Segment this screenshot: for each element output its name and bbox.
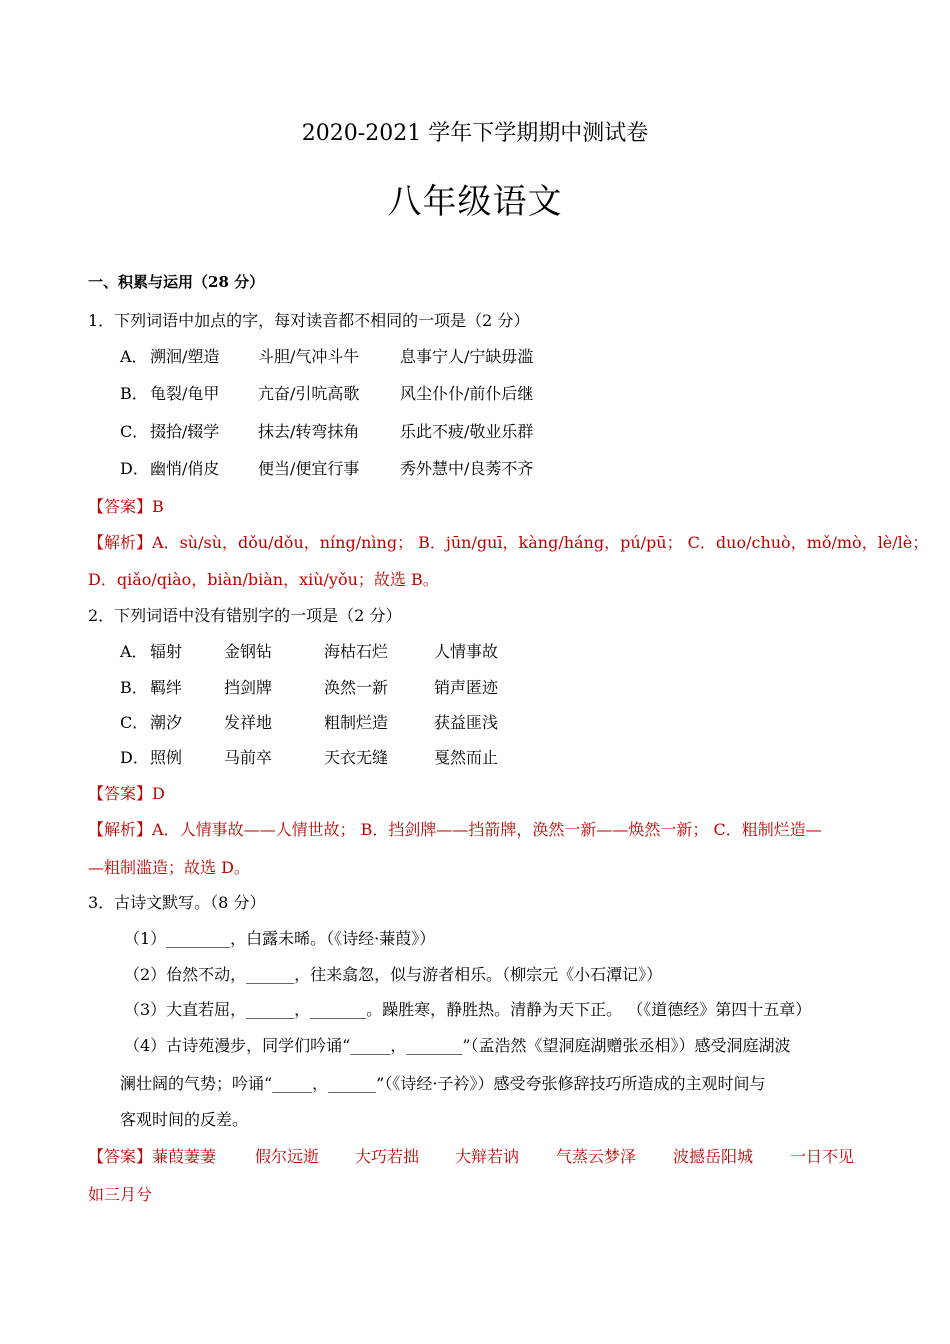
option-word: 斗胆/气冲斗牛 <box>258 347 360 366</box>
option-letter: A． <box>120 642 148 661</box>
q3-item-1: （1）________，白露未晞。（《诗经·蒹葭》） <box>124 929 436 948</box>
option-word: 海枯石烂 <box>324 642 389 661</box>
option-word: 粗制烂造 <box>324 713 389 732</box>
option-word: 辐射 <box>150 642 183 661</box>
option-word: 潮汐 <box>150 713 183 732</box>
option-word: 风尘仆仆/前仆后继 <box>400 384 534 403</box>
answer-tag: 【答案】 <box>88 497 153 516</box>
q3-item-4: （4）古诗苑漫步，同学们吟诵“_____，_______”（孟浩然《望洞庭湖赠张丞相》）感受洞庭湖波 <box>124 1036 791 1055</box>
answer-item: 气蒸云梦泽 <box>556 1147 637 1166</box>
option-word: 亢奋/引吭高歌 <box>258 384 360 403</box>
q3-item-4-continued: 客观时间的反差。 <box>120 1110 249 1129</box>
option-word: 乐此不疲/敬业乐群 <box>400 422 534 441</box>
option-word: 金钢钻 <box>224 642 273 661</box>
analysis-conclusion: 故选 B。 <box>373 570 439 589</box>
option-letter: B． <box>120 678 148 697</box>
option-letter: D． <box>120 748 149 767</box>
option-word: 抹去/转弯抹角 <box>258 422 360 441</box>
subject-title: 八年级语文 <box>387 182 563 222</box>
option-word: 息事宁人/宁缺毋滥 <box>400 347 534 366</box>
q1-analysis-line1 <box>88 530 928 553</box>
option-letter: B． <box>120 384 148 403</box>
q2-stem: 2．下列词语中没有错别字的一项是（2 分） <box>88 606 402 625</box>
option-letter: D． <box>120 459 149 478</box>
answer-item: 大辩若讷 <box>455 1147 520 1166</box>
answer-value: D <box>152 784 165 803</box>
option-letter: C． <box>120 713 149 732</box>
q1-answer <box>88 494 164 517</box>
option-word: 溯洄/塑造 <box>150 347 220 366</box>
option-word: 秀外慧中/良莠不齐 <box>400 459 534 478</box>
q2-analysis-line2: —粗制滥造；故选 D。 <box>88 858 250 877</box>
q3-item-3: （3）大直若屈，______，_______。躁胜寒，静胜热。清静为天下正。 （《道德经》第四十五章） <box>124 1000 812 1019</box>
option-word: 销声匿迹 <box>434 678 499 697</box>
q1-stem: 1．下列词语中加点的字，每对读音都不相同的一项是（2 分） <box>88 311 530 330</box>
option-word: 掇拾/辍学 <box>150 422 220 441</box>
q3-stem: 3．古诗文默写。（8 分） <box>88 893 266 912</box>
section-heading: 一、积累与运用（28 分） <box>88 273 265 291</box>
answer-tag: 【答案】 <box>88 1147 153 1166</box>
option-letter: A． <box>120 347 148 366</box>
analysis-tag: 【解析】 <box>88 533 153 552</box>
option-word: 便当/便宜行事 <box>258 459 360 478</box>
q3-item-2: （2）佁然不动，______，往来翕忽，似与游者相乐。（柳宗元《小石潭记》） <box>124 965 663 984</box>
option-word: 羁绊 <box>150 678 183 697</box>
answer-item: 蒹葭萋萋 <box>152 1147 217 1166</box>
analysis-text: D．qiǎo/qiào，biàn/biàn，xiù/yǒu； <box>88 570 374 589</box>
option-word: 发祥地 <box>224 713 273 732</box>
analysis-text: A．sù/sù，dǒu/dǒu，níng/nìng； B．jūn/guī，kàng/háng，pú/pū； C．duo/chuò，mǒ/mò，lè/lè； <box>152 533 929 552</box>
q2-analysis-line1 <box>88 817 822 840</box>
q3-answer <box>88 1144 888 1166</box>
answer-tag: 【答案】 <box>88 784 153 803</box>
answer-value: B <box>152 497 164 516</box>
option-letter: C． <box>120 422 149 441</box>
option-word: 挡剑牌 <box>224 678 273 697</box>
option-word: 戛然而止 <box>434 748 499 767</box>
answer-item: 一日不见 <box>790 1147 855 1166</box>
option-word: 马前卒 <box>224 748 273 767</box>
option-word: 涣然一新 <box>324 678 389 697</box>
q2-answer <box>88 781 165 804</box>
q3-answer-continued: 如三月兮 <box>88 1185 153 1204</box>
analysis-tag: 【解析】 <box>88 820 153 839</box>
answer-item: 大巧若拙 <box>355 1147 420 1166</box>
option-word: 人情事故 <box>434 642 499 661</box>
q3-item-4-continued: 澜壮阔的气势；吟诵“_____，______”（《诗经·子衿》）感受夸张修辞技巧所造成的主观时间与 <box>120 1074 766 1093</box>
answer-item: 波撼岳阳城 <box>673 1147 754 1166</box>
q1-analysis-line2 <box>88 567 439 590</box>
analysis-text: A．人情事故——人情世故； B．挡剑牌——挡箭牌，涣然一新——焕然一新； C．粗制烂造— <box>152 820 822 839</box>
option-word: 天衣无缝 <box>324 748 389 767</box>
option-word: 龟裂/龟甲 <box>150 384 220 403</box>
option-word: 获益匪浅 <box>434 713 499 732</box>
exam-title: 2020-2021 学年下学期期中测试卷 <box>301 121 649 146</box>
answer-item: 假尔远逝 <box>255 1147 320 1166</box>
option-word: 幽悄/俏皮 <box>150 459 220 478</box>
option-word: 照例 <box>150 748 183 767</box>
